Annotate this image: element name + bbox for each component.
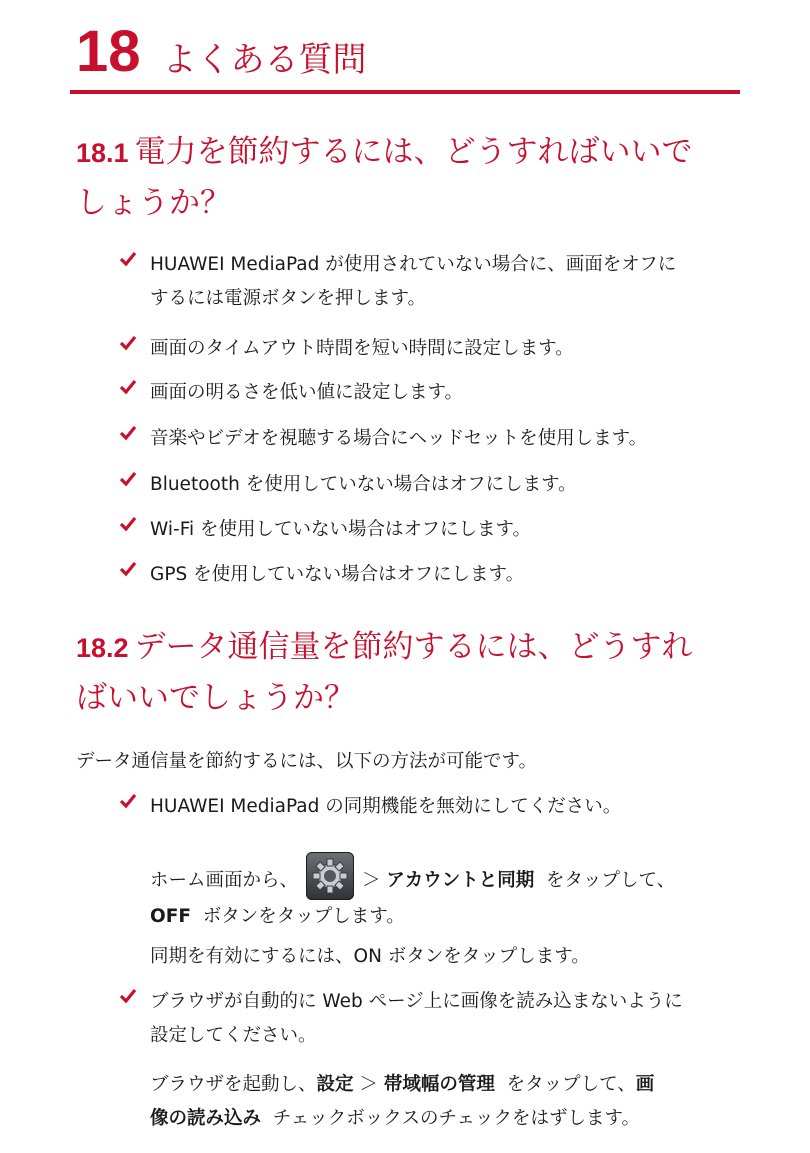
check-mark-icon — [118, 377, 138, 397]
section-number: 18.1 — [76, 138, 129, 168]
step-text: ＞ — [362, 870, 381, 891]
section-title-18-1 — [76, 127, 746, 228]
check-mark-icon — [118, 514, 138, 534]
list-item — [150, 558, 740, 592]
list-item — [150, 332, 740, 366]
menu-path-load-images: 画 — [635, 1074, 655, 1095]
instruction-step: 同期を有効にするには、ON ボタンをタップします。 — [150, 946, 590, 967]
section-intro: データ通信量を節約するには、以下の方法が可能です。 — [76, 751, 538, 772]
step-text: をタップして、 — [546, 870, 676, 891]
menu-path-settings: 設定 — [316, 1074, 354, 1095]
menu-path-accounts-sync: アカウントと同期 — [386, 870, 535, 891]
step-text: をタップして、 — [506, 1074, 636, 1095]
chapter-divider — [70, 90, 740, 94]
instruction-step — [150, 1068, 740, 1136]
list-item-text: 設定してください。 — [150, 1025, 317, 1046]
list-item-text: するには電源ボタンを押します。 — [150, 288, 427, 309]
chapter-header — [76, 12, 367, 92]
check-mark-icon — [118, 559, 138, 579]
section-title-line2: しょうか？ — [76, 185, 231, 221]
section-title-line1: データ通信量を節約するには、どうすれ — [134, 629, 693, 665]
step-text: ボタンをタップします。 — [202, 906, 405, 927]
list-item-text: GPS を使用していない場合はオフにします。 — [150, 564, 525, 585]
chapter-number: 18 — [76, 19, 141, 84]
list-item — [150, 790, 740, 824]
check-mark-icon — [118, 333, 138, 353]
list-item — [150, 513, 740, 547]
list-item — [150, 422, 740, 456]
section-title-line2: ばいいでしょうか？ — [76, 680, 355, 716]
list-item — [150, 468, 740, 502]
list-item-text: Bluetooth を使用していない場合はオフにします。 — [150, 474, 577, 495]
list-item — [150, 248, 740, 316]
instruction-step — [150, 852, 740, 934]
list-item-text: 音楽やビデオを視聴する場合にヘッドセットを使用します。 — [150, 428, 648, 449]
list-item-text: HUAWEI MediaPad が使用されていない場合に、画面をオフに — [150, 254, 677, 275]
step-text: ブラウザを起動し、 — [150, 1074, 317, 1095]
section-number: 18.2 — [76, 633, 129, 663]
list-item-text: 画面のタイムアウト時間を短い時間に設定します。 — [150, 338, 574, 359]
settings-gear-icon — [306, 852, 354, 900]
off-button-label: OFF — [150, 906, 192, 927]
menu-path-load-images: 像の読み込み — [150, 1108, 262, 1129]
section-title-line1: 電力を節約するには、どうすればいいで — [134, 134, 693, 170]
list-item-text: Wi-Fi を使用していない場合はオフにします。 — [150, 519, 531, 540]
list-item — [150, 376, 740, 410]
list-item-text: ブラウザが自動的に Web ページ上に画像を読み込まないように — [150, 991, 683, 1012]
list-item-text: HUAWEI MediaPad の同期機能を無効にしてください。 — [150, 796, 622, 817]
check-mark-icon — [118, 791, 138, 811]
section-title-18-2 — [76, 622, 746, 723]
check-mark-icon — [118, 469, 138, 489]
chapter-title: よくある質問 — [162, 40, 367, 80]
check-mark-icon — [118, 423, 138, 443]
step-text: ホーム画面から、 — [150, 870, 299, 891]
menu-path-bandwidth: 帯域幅の管理 — [383, 1074, 495, 1095]
step-text: チェックボックスのチェックをはずします。 — [272, 1108, 641, 1129]
step-text: ＞ — [359, 1074, 378, 1095]
list-item — [150, 985, 740, 1053]
check-mark-icon — [118, 249, 138, 269]
check-mark-icon — [118, 986, 138, 1006]
list-item-text: 画面の明るさを低い値に設定します。 — [150, 382, 464, 403]
